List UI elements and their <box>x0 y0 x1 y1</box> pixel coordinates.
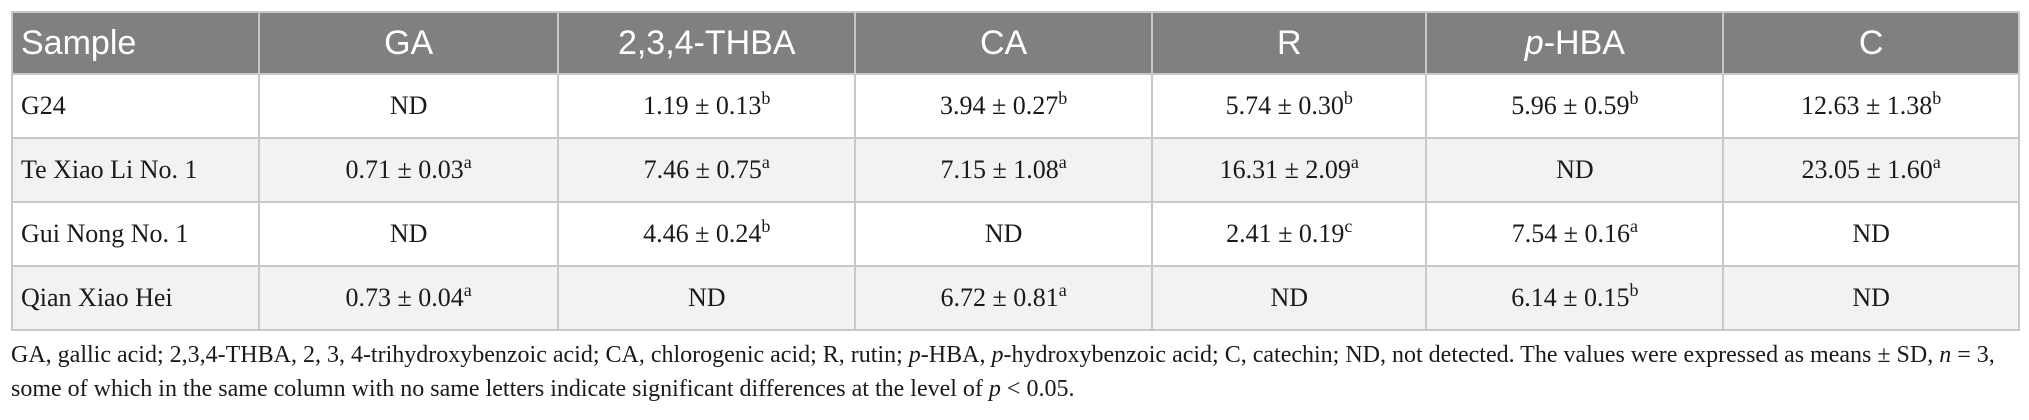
significance-letter: a <box>463 280 472 300</box>
cell-value: 7.54 ± 0.16 <box>1511 219 1631 248</box>
value-cell <box>1152 74 1426 138</box>
footnote-italic-p1: p <box>908 342 921 368</box>
column-header-r: R <box>1152 12 1426 74</box>
value-cell <box>855 266 1152 330</box>
phenolic-compounds-table <box>11 11 2020 331</box>
significance-letter: b <box>1058 88 1068 108</box>
table-row <box>12 202 2019 266</box>
table-body <box>12 74 2019 330</box>
data-table-container <box>11 11 2020 331</box>
value-cell <box>855 138 1152 202</box>
cell-value: 6.72 ± 0.81 <box>940 283 1059 312</box>
significance-letter: b <box>1629 280 1639 300</box>
cell-value: ND <box>1270 283 1309 312</box>
cell-value: 4.46 ± 0.24 <box>643 219 762 248</box>
value-cell <box>259 138 558 202</box>
table-header <box>12 12 2019 74</box>
cell-value: 7.46 ± 0.75 <box>643 155 762 184</box>
value-cell <box>259 74 558 138</box>
cell-value: ND <box>984 219 1023 248</box>
value-cell <box>558 266 855 330</box>
significance-letter: a <box>1350 152 1359 172</box>
cell-value: 3.94 ± 0.27 <box>939 91 1059 120</box>
value-cell <box>855 74 1152 138</box>
significance-letter: c <box>1344 216 1353 236</box>
significance-letter: b <box>1629 88 1639 108</box>
sample-name-cell: Te Xiao Li No. 1 <box>12 138 259 202</box>
value-cell <box>259 202 558 266</box>
value-cell <box>558 74 855 138</box>
sample-name-cell: Qian Xiao Hei <box>12 266 259 330</box>
value-cell <box>1723 202 2019 266</box>
cell-value: ND <box>389 219 428 248</box>
cell-value: ND <box>1556 155 1594 184</box>
table-row <box>12 138 2019 202</box>
significance-letter: b <box>761 88 771 108</box>
value-cell <box>1723 266 2019 330</box>
table-row <box>12 266 2019 330</box>
column-header-thba: 2,3,4-THBA <box>558 12 855 74</box>
significance-letter: a <box>1058 280 1067 300</box>
value-cell <box>1426 266 1723 330</box>
cell-value: ND <box>389 91 428 120</box>
column-header-ga: GA <box>259 12 558 74</box>
significance-letter: a <box>463 152 472 172</box>
column-header-ca: CA <box>855 12 1152 74</box>
value-cell <box>1426 138 1723 202</box>
column-header-sample: Sample <box>12 12 259 74</box>
value-cell <box>259 266 558 330</box>
significance-letter: b <box>1932 88 1942 108</box>
value-cell <box>1723 74 2019 138</box>
column-header-c: C <box>1723 12 2019 74</box>
cell-value: ND <box>687 283 726 312</box>
significance-letter: b <box>1343 88 1353 108</box>
sample-name-cell: Gui Nong No. 1 <box>12 202 259 266</box>
value-cell <box>1723 138 2019 202</box>
significance-letter: a <box>1932 152 1941 172</box>
p-prefix: p <box>1524 23 1544 62</box>
value-cell <box>1152 138 1426 202</box>
sample-name-cell: G24 <box>12 74 259 138</box>
cell-value: 23.05 ± 1.60 <box>1801 155 1933 184</box>
phba-suffix: -HBA <box>1543 23 1625 62</box>
value-cell <box>1152 202 1426 266</box>
footnote-text-3: -hydroxybenzoic acid; C, catechin; ND, not detected. The values were expressed as means ± SD, <box>1003 342 1940 368</box>
footnote-text-1: GA, gallic acid; 2,3,4-THBA, 2, 3, 4-trihydroxybenzoic acid; CA, chlorogenic acid; R, rutin; <box>11 342 909 368</box>
footnote-italic-n: n <box>1939 342 1952 368</box>
significance-letter: b <box>761 216 771 236</box>
cell-value: 12.63 ± 1.38 <box>1801 91 1933 120</box>
cell-value: 0.73 ± 0.04 <box>345 283 464 312</box>
footnote-italic-p3: p <box>988 376 1001 402</box>
cell-value: 6.14 ± 0.15 <box>1511 283 1630 312</box>
footnote-text-5: < 0.05. <box>1000 376 1075 402</box>
cell-value: 16.31 ± 2.09 <box>1219 155 1351 184</box>
header-row <box>12 12 2019 74</box>
footnote-text-2: -HBA, <box>920 342 992 368</box>
cell-value: ND <box>1852 219 1890 248</box>
significance-letter: a <box>1058 152 1067 172</box>
cell-value: 0.71 ± 0.03 <box>345 155 464 184</box>
significance-letter: a <box>1630 216 1639 236</box>
value-cell <box>558 138 855 202</box>
cell-value: 7.15 ± 1.08 <box>940 155 1059 184</box>
footnote-italic-p2: p <box>991 342 1004 368</box>
column-header-phba <box>1426 12 1723 74</box>
footnote-text-4: = 3, some of which in the same column with no same letters indicate significant differences at the level of <box>11 342 1995 402</box>
value-cell <box>1152 266 1426 330</box>
significance-letter: a <box>761 152 770 172</box>
value-cell <box>558 202 855 266</box>
value-cell <box>855 202 1152 266</box>
value-cell <box>1426 74 1723 138</box>
cell-value: 1.19 ± 0.13 <box>643 91 762 120</box>
cell-value: 5.74 ± 0.30 <box>1225 91 1344 120</box>
cell-value: 5.96 ± 0.59 <box>1511 91 1630 120</box>
cell-value: 2.41 ± 0.19 <box>1226 219 1345 248</box>
cell-value: ND <box>1852 283 1890 312</box>
table-footnote <box>11 338 2009 406</box>
table-row <box>12 74 2019 138</box>
value-cell <box>1426 202 1723 266</box>
